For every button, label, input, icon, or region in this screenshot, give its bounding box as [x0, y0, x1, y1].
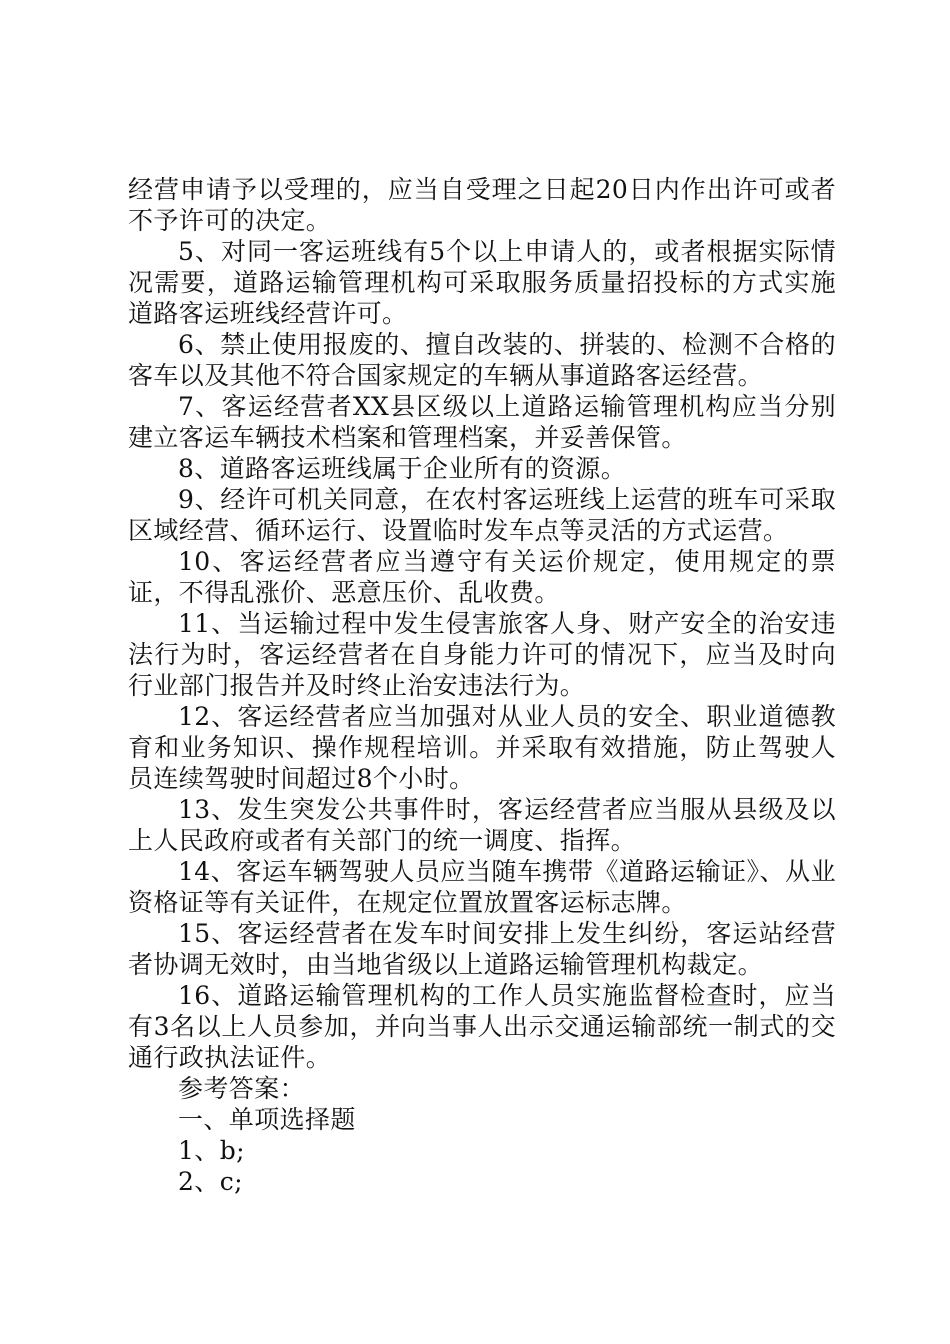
paragraph-item-13: 13、发生突发公共事件时，客运经营者应当服从县级及以上人民政府或者有关部门的统一调度、指挥。 — [128, 795, 836, 855]
paragraph-item-14: 14、客运车辆驾驶人员应当随车携带《道路运输证》、从业资格证等有关证件，在规定位置放置客运标志牌。 — [128, 857, 836, 917]
answers-heading: 参考答案： — [178, 1074, 306, 1103]
paragraph-item-16: 16、道路运输管理机构的工作人员实施监督检查时，应当有3名以上人员参加，并向当事人出示交通运输部统一制式的交通行政执法证件。 — [128, 981, 836, 1072]
paragraph-item-12: 12、客运经营者应当加强对从业人员的安全、职业道德教育和业务知识、操作规程培训。并采取有效措施，防止驾驶人员连续驾驶时间超过8个小时。 — [128, 702, 836, 793]
paragraph-item-11: 11、当运输过程中发生侵害旅客人身、财产安全的治安违法行为时，客运经营者在自身能力许可的情况下，应当及时向行业部门报告并及时终止治安违法行为。 — [128, 609, 836, 700]
answer-item-2: 2、c; — [178, 1167, 243, 1196]
paragraph-item-6: 6、禁止使用报废的、擅自改装的、拼装的、检测不合格的客车以及其他不符合国家规定的车辆从事道路客运经营。 — [128, 330, 836, 390]
paragraph-item-8: 8、道路客运班线属于企业所有的资源。 — [178, 454, 627, 483]
paragraph-item-10: 10、客运经营者应当遵守有关运价规定，使用规定的票证，不得乱涨价、恶意压价、乱收费。 — [128, 547, 836, 607]
paragraph-item-15: 15、客运经营者在发车时间安排上发生纠纷，客运站经营者协调无效时，由当地省级以上道路运输管理机构裁定。 — [128, 919, 836, 979]
section-heading-single-choice: 一、单项选择题 — [178, 1105, 356, 1134]
paragraph-item-9: 9、经许可机关同意，在农村客运班线上运营的班车可采取区域经营、循环运行、设置临时发车点等灵活的方式运营。 — [128, 485, 836, 545]
paragraph-continuation: 经营申请予以受理的，应当自受理之日起20日内作出许可或者不予许可的决定。 — [128, 175, 836, 235]
paragraph-item-5: 5、对同一客运班线有5个以上申请人的，或者根据实际情况需要，道路运输管理机构可采取服务质量招投标的方式实施道路客运班线经营许可。 — [128, 237, 836, 328]
answer-item-1: 1、b; — [178, 1136, 245, 1165]
document-body — [128, 174, 836, 1197]
paragraph-item-7: 7、客运经营者XX县区级以上道路运输管理机构应当分别建立客运车辆技术档案和管理档案，并妥善保管。 — [128, 392, 836, 452]
